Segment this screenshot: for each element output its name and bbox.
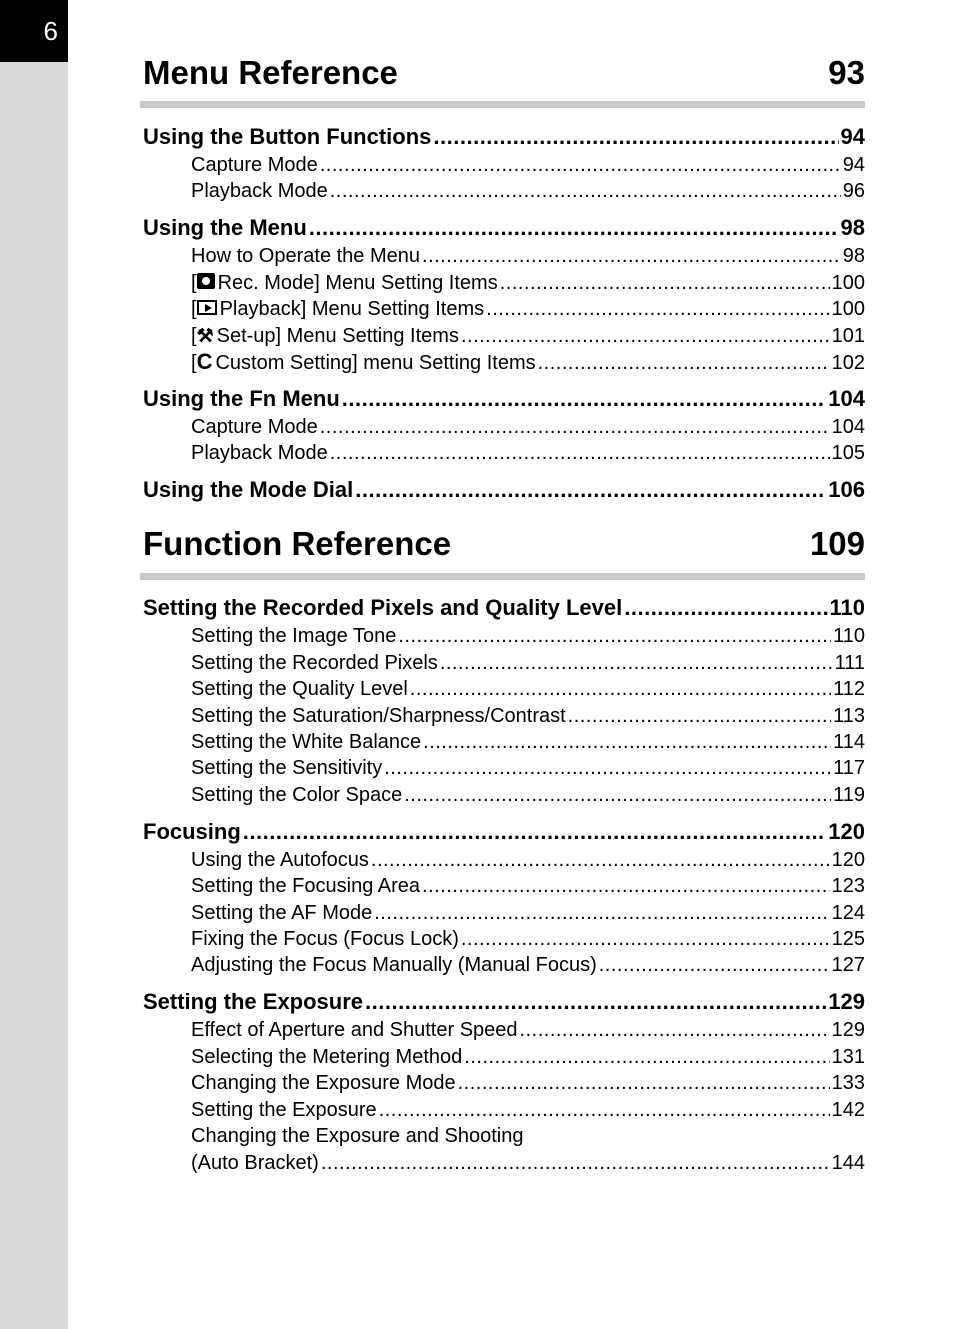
subentry-page: 96 [842,180,865,202]
subentry-page: 124 [831,902,865,924]
toc-subentry[interactable] [143,927,865,951]
subentry-title: Setting the AF Mode [191,902,373,924]
toc-subentry[interactable] [143,651,865,675]
subentry-title: Setting the Recorded Pixels [191,652,438,674]
bracket: [ [191,325,197,347]
toc-entry-button-functions[interactable] [143,124,865,150]
custom-icon: C [196,349,213,374]
subentry-page: 110 [833,625,865,647]
toc-subentry[interactable] [143,350,865,375]
subentry-title: Setting the Sensitivity [191,757,383,779]
toc-entry-using-menu[interactable] [143,215,865,241]
subentry-title: Playback Mode [191,442,328,464]
subentry-page: 142 [831,1099,865,1121]
toc-subentry[interactable] [143,1098,865,1122]
toc-entry-fn-menu[interactable] [143,386,865,412]
section-title: Menu Reference [143,54,398,91]
subentry-title: Set-up] Menu Setting Items [216,325,459,347]
tools-icon: ⚒ [196,326,214,347]
subentry-page: 131 [831,1046,865,1068]
toc-subentry[interactable] [143,677,865,701]
subentry-page: 102 [831,352,865,374]
subentry-title: Custom Setting] menu Setting Items [215,352,536,374]
toc-subentry-line2[interactable] [143,1151,865,1175]
playback-icon [197,300,217,315]
subentry-title: How to Operate the Menu [191,245,421,267]
subentry-page: 94 [842,154,865,176]
subentry-title: Changing the Exposure Mode [191,1072,456,1094]
subentry-title: Setting the Exposure [191,1099,377,1121]
toc-subentry[interactable] [143,756,865,780]
entry-title: Using the Fn Menu [143,386,340,411]
subentry-page: 98 [842,245,865,267]
section-rule [140,101,865,108]
toc-entry-mode-dial[interactable] [143,477,865,503]
subentry-title: Capture Mode [191,416,318,438]
subentry-page: 125 [831,928,865,950]
section-heading-function-reference [143,524,865,564]
subentry-page: 123 [831,875,865,897]
entry-title: Using the Menu [143,215,307,240]
subentry-page: 105 [831,442,865,464]
subentry-title: Setting the Color Space [191,784,403,806]
subentry-page: 101 [831,325,865,347]
subentry-page: 113 [833,705,865,727]
subentry-title: Setting the Quality Level [191,678,408,700]
section-rule [140,573,865,580]
entry-page: 110 [829,595,865,620]
subentry-page: 111 [834,652,865,674]
subentry-title: Setting the White Balance [191,731,422,753]
bracket: [ [191,352,197,374]
toc-subentry[interactable] [143,297,865,321]
subentry-title-continued: (Auto Bracket) [191,1152,319,1174]
page-number: 6 [0,0,68,62]
camera-icon [197,273,215,289]
section-page: 93 [828,54,865,91]
subentry-title: Fixing the Focus (Focus Lock) [191,928,459,950]
subentry-page: 144 [831,1152,865,1174]
bracket: [ [191,272,197,294]
subentry-title: Effect of Aperture and Shutter Speed [191,1019,518,1041]
entry-title: Setting the Recorded Pixels and Quality Level [143,595,623,620]
subentry-page: 104 [831,416,865,438]
toc-subentry[interactable] [143,730,865,754]
subentry-page: 117 [833,757,865,779]
toc-subentry[interactable] [143,901,865,925]
entry-title: Setting the Exposure [143,989,364,1014]
subentry-page: 112 [833,678,865,700]
subentry-page: 100 [831,272,865,294]
toc-entry-focusing[interactable] [143,819,865,845]
entry-page: 106 [828,477,865,502]
section-page: 109 [809,525,865,562]
entry-title: Focusing [143,819,241,844]
subentry-title: Playback Mode [191,180,328,202]
toc-subentry[interactable] [143,874,865,898]
subentry-title: Adjusting the Focus Manually (Manual Focus) [191,954,597,976]
entry-title: Using the Button Functions [143,124,432,149]
section-title: Function Reference [143,525,452,562]
toc-entry-exposure[interactable] [143,989,865,1015]
side-strip [0,0,68,1329]
entry-page: 94 [840,124,865,149]
toc-subentry[interactable] [143,441,865,465]
toc-subentry[interactable] [143,324,865,349]
subentry-page: 129 [831,1019,865,1041]
subentry-title: Setting the Image Tone [191,625,397,647]
toc-subentry-line1[interactable] [143,1124,865,1148]
subentry-title: Selecting the Metering Method [191,1046,463,1068]
toc-subentry[interactable] [143,179,865,203]
entry-page: 98 [840,215,865,240]
subentry-title: Changing the Exposure and Shooting [191,1125,524,1147]
toc-subentry[interactable] [143,848,865,872]
toc-subentry[interactable] [143,415,865,439]
subentry-page: 133 [831,1072,865,1094]
subentry-page: 127 [831,954,865,976]
subentry-title: Using the Autofocus [191,849,369,871]
entry-page: 129 [828,989,865,1014]
subentry-page: 100 [831,298,865,320]
toc-subentry[interactable] [143,704,865,728]
entry-page: 120 [828,819,865,844]
subentry-title: Playback] Menu Setting Items [219,298,485,320]
toc-subentry[interactable] [143,783,865,807]
section-heading-menu-reference [143,53,865,93]
subentry-page: 119 [833,784,865,806]
subentry-title: Setting the Focusing Area [191,875,421,897]
toc-subentry[interactable] [143,244,865,268]
toc-subentry[interactable] [143,153,865,177]
entry-title: Using the Mode Dial [143,477,354,502]
subentry-title: Rec. Mode] Menu Setting Items [217,272,498,294]
entry-page: 104 [828,386,865,411]
bracket: [ [191,298,197,320]
toc-subentry[interactable] [143,624,865,648]
subentry-title: Capture Mode [191,154,318,176]
toc-entry-recorded-pixels[interactable] [143,595,865,621]
subentry-page: 114 [833,731,865,753]
toc-subentry[interactable] [143,953,865,977]
subentry-title: Setting the Saturation/Sharpness/Contrast [191,705,566,727]
toc-subentry[interactable] [143,1045,865,1069]
toc-subentry[interactable] [143,1071,865,1095]
toc-subentry[interactable] [143,271,865,295]
subentry-page: 120 [831,849,865,871]
toc-subentry[interactable] [143,1018,865,1042]
